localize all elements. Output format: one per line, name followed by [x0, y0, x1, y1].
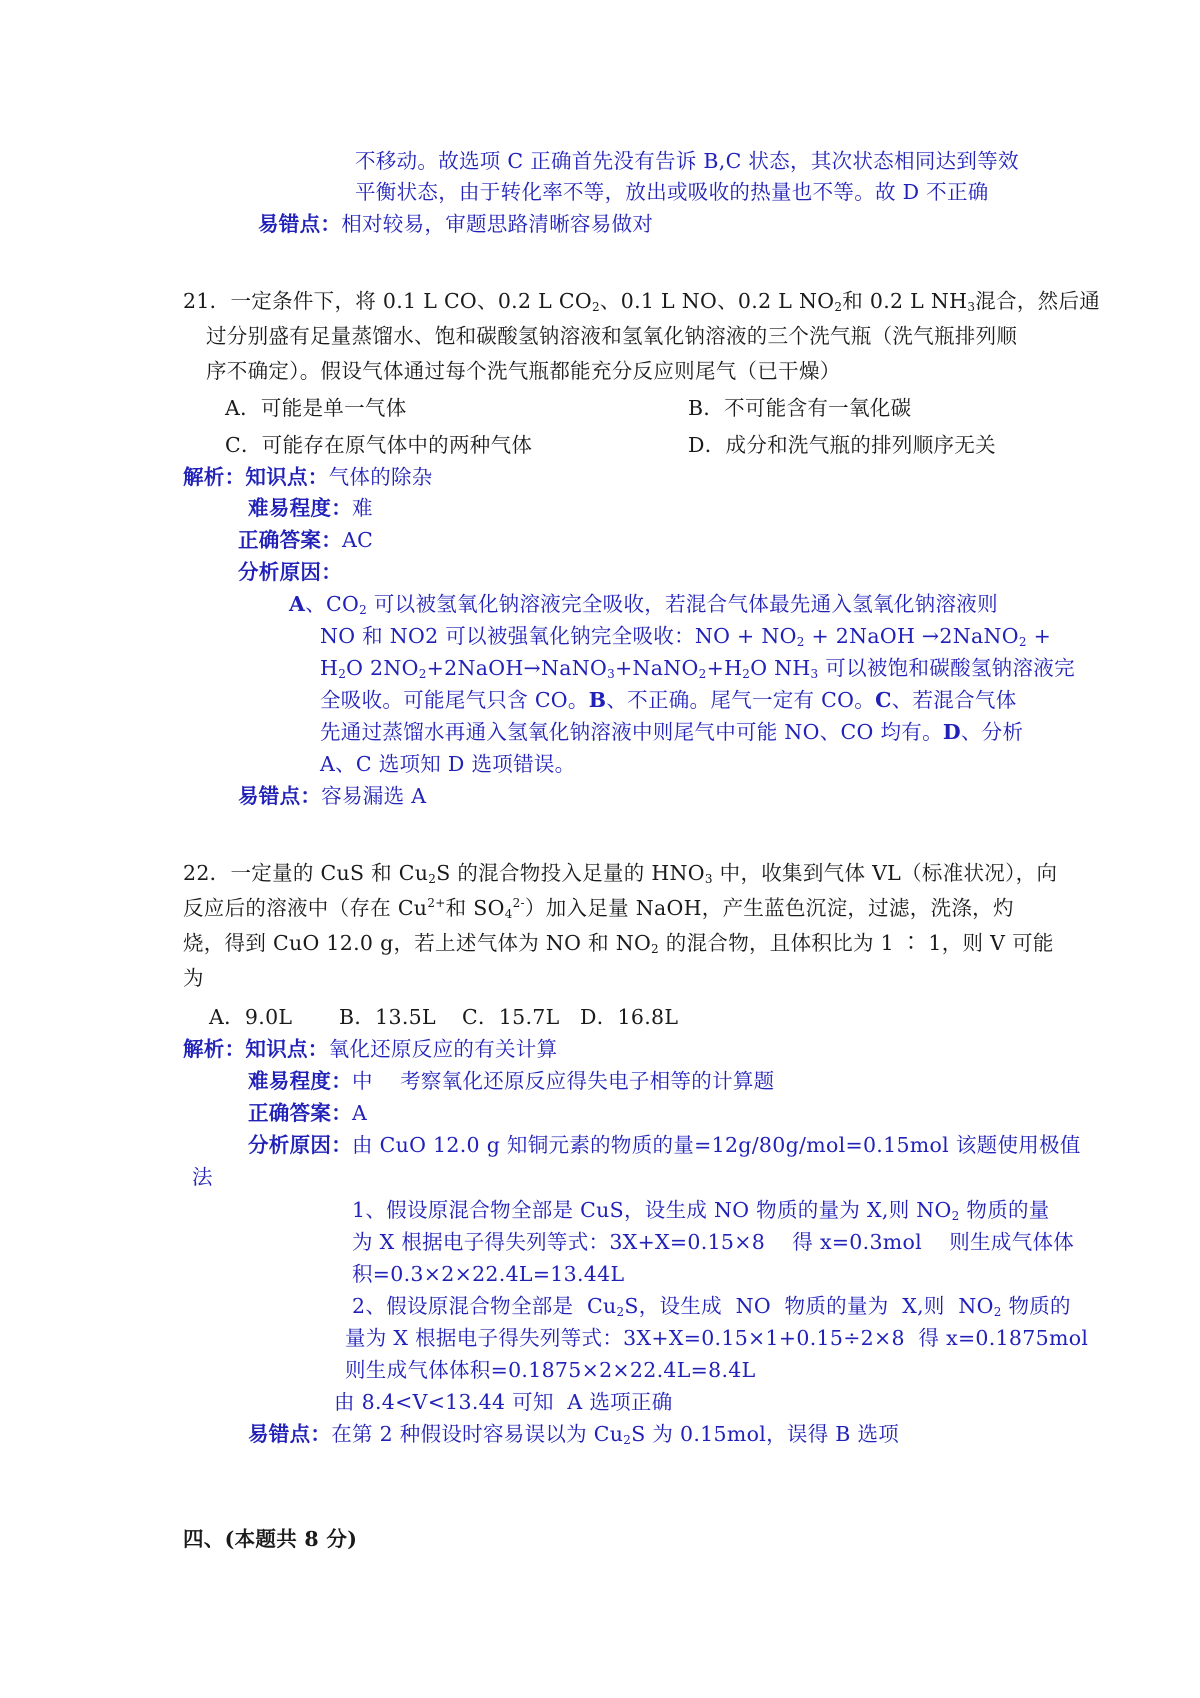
q21-stem-line-2: 过分别盛有足量蒸馏水、饱和碳酸氢钠溶液和氢氧化钠溶液的三个洗气瓶（洗气瓶排列顺: [206, 324, 1018, 348]
q22-stem-line-3: 烧，得到 CuO 12.0 g，若上述气体为 NO 和 $NO_2$ 的混合物，且体积比为 1 ∶ 1，则 V 可能: [183, 931, 1054, 956]
section-4-heading: 四、(本题共 8 分): [183, 1527, 358, 1551]
q21-stem-line-1: 21．一定条件下，将 0.1 L CO、0.2 L $CO_2$、0.1 L NO、0.2 L $NO_2$和 0.2 L $NH_3$混合，然后通: [183, 289, 1101, 314]
q21-error-point: 易错点：容易漏选 A: [238, 784, 427, 808]
q22-difficulty: 难易程度：中 考察氧化还原反应得失电子相等的计算题: [248, 1069, 775, 1093]
q21-difficulty: 难易程度：难: [248, 496, 373, 520]
q22-correct-answer: 正确答案：A: [248, 1101, 368, 1125]
prev-error-point: [258, 210, 653, 238]
q21-reason-line-1: A、$CO_2$ 可以被氢氧化钠溶液完全吸收，若混合气体最先通入氢氧化钠溶液则: [289, 592, 998, 617]
q21-stem-line-3: 序不确定）。假设气体通过每个洗气瓶都能充分反应则尾气（已干燥）: [206, 359, 841, 383]
q21-reason-line-6: A、C 选项知 D 选项错误。: [320, 752, 576, 776]
knowledge-point-text: 气体的除杂: [328, 465, 433, 489]
q22-case-2-line-2: 量为 X 根据电子得失列等式：3X+X=0.15×1+0.15÷2×8 得 x=0.1875mol: [345, 1326, 1089, 1350]
q21-reason-line-3: $H_2O$ $2NO_2+2NaOH\to NaNO_3+NaNO_2+H_2O$ $NH_3$ 可以被饱和碳酸氢钠溶液完: [320, 656, 1075, 681]
q22-error-point: 易错点：在第 2 种假设时容易误以为 $Cu_2S$ 为 0.15mol，误得 B 选项: [248, 1422, 900, 1447]
q22-case-2-line-1: 2、假设原混合物全部是 $Cu_2S$，设生成 NO 物质的量为 X,则 $NO_2$ 物质的: [352, 1294, 1071, 1319]
q22-case-1-line-1: 1、假设原混合物全部是 CuS，设生成 NO 物质的量为 X,则 $NO_2$ 物质的量: [352, 1198, 1050, 1223]
q21-reason-line-4: 全吸收。可能尾气只含 CO。B、不正确。尾气一定有 CO。C、若混合气体: [320, 688, 1017, 712]
q22-option-d: D．16.8L: [580, 1005, 679, 1029]
q22-option-b: B．13.5L: [339, 1005, 436, 1029]
q21-option-a: A．可能是单一气体: [225, 396, 407, 420]
q22-case-1-line-3: 积=0.3×2×22.4L=13.44L: [352, 1262, 625, 1286]
q22-stem-line-2: 反应后的溶液中（存在 $Cu^{2+}$和 $SO_4^{2-}$）加入足量 NaOH，产生蓝色沉淀，过滤，洗涤，灼: [183, 896, 1014, 921]
q22-conclusion: 由 8.4<V<13.44 可知 A 选项正确: [334, 1390, 673, 1414]
q21-reason-label: 分析原因：: [238, 560, 342, 584]
q21-option-c: C．可能存在原气体中的两种气体: [225, 433, 533, 457]
q21-reason-line-5: 先通过蒸馏水再通入氢氧化钠溶液中则尾气中可能 NO、CO 均有。D、分析: [320, 720, 1024, 744]
q21-correct-answer: 正确答案：AC: [238, 528, 374, 552]
q21-option-b: B．不可能含有一氧化碳: [688, 396, 912, 420]
q22-reason-continued: 法: [192, 1165, 213, 1189]
knowledge-point-label: 知识点：: [245, 465, 329, 489]
prev-analysis-line-2: 平衡状态，由于转化率不等，放出或吸收的热量也不等。故 D 不正确: [355, 180, 989, 204]
prev-analysis-line-1: 不移动。故选项 C 正确首先没有告诉 B,C 状态，其次状态相同达到等效: [355, 149, 1019, 173]
q22-knowledge-point: 解析：知识点：氧化还原反应的有关计算: [183, 1037, 558, 1061]
q21-knowledge-point: [183, 463, 433, 491]
analysis-label: 解析：: [183, 465, 246, 489]
q22-option-a: A．9.0L: [209, 1005, 293, 1029]
q22-stem-line-4: 为: [183, 966, 204, 990]
q22-case-2-line-3: 则生成气体体积=0.1875×2×22.4L=8.4L: [345, 1358, 756, 1382]
error-point-label: 易错点：: [258, 212, 342, 236]
error-point-text: 相对较易，审题思路清晰容易做对: [341, 212, 654, 236]
q22-case-1-line-2: 为 X 根据电子得失列等式：3X+X=0.15×8 得 x=0.3mol 则生成气体体: [352, 1230, 1075, 1254]
q22-reason: 分析原因：由 CuO 12.0 g 知铜元素的物质的量=12g/80g/mol=0.15mol 该题使用极值: [248, 1133, 1081, 1157]
q21-reason-line-2: NO 和 NO2 可以被强氧化钠完全吸收：NO + $NO_2$ + 2NaOH →2NaNO$_2$ +: [320, 624, 1052, 649]
q21-option-d: D．成分和洗气瓶的排列顺序无关: [688, 433, 996, 457]
q22-stem-line-1: 22．一定量的 CuS 和 $Cu_2S$ 的混合物投入足量的 $HNO_3$ 中，收集到气体 VL（标准状况），向: [183, 861, 1058, 886]
q22-option-c: C．15.7L: [462, 1005, 560, 1029]
